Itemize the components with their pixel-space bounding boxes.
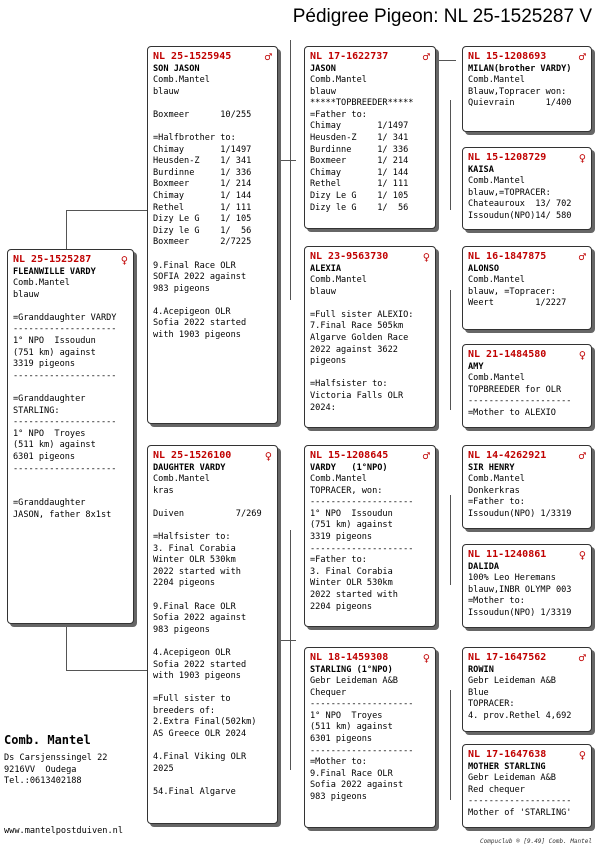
great-grandparent-card[interactable] bbox=[462, 147, 592, 230]
great-grandparent-card[interactable] bbox=[462, 445, 592, 529]
pigeon-name: SIR HENRY bbox=[468, 463, 515, 473]
connector bbox=[290, 530, 291, 770]
sire-dam-card[interactable] bbox=[304, 246, 436, 428]
pigeon-details: Gebr Leideman A&B Chequer -------------------- 1° NPO Troyes (511 km) against 6301 pigeons -------------------- =Mother to: 9.Final Race OLR Sofia 2022 against 983 pigeons bbox=[310, 676, 414, 802]
male-icon: ♂ bbox=[578, 650, 586, 665]
pigeon-details: Comb.Mantel TOPBREEDER for OLR -------------------- =Mother to ALEXIO bbox=[468, 373, 572, 418]
pigeon-name: JASON bbox=[310, 64, 336, 74]
male-icon: ♂ bbox=[422, 49, 430, 64]
ring-number: NL 16-1847875 bbox=[468, 251, 547, 262]
pigeon-name: ROWIN bbox=[468, 665, 494, 675]
male-icon: ♂ bbox=[578, 448, 586, 463]
pigeon-name: DALIDA bbox=[468, 562, 500, 572]
ring-number: NL 17-1647562 bbox=[468, 652, 547, 663]
pigeon-name: FLEANWILLE VARDY bbox=[13, 267, 96, 277]
connector bbox=[290, 40, 291, 300]
ring-number: NL 14-4262921 bbox=[468, 450, 547, 461]
pigeon-details: Comb.Mantel blauw *****TOPBREEDER***** =Father to: Chimay 1/1497 Heusden-Z 1/ 341 Burdinne 1/ 336 Boxmeer 1/ 214 Chimay 1/ 144 Rethel 1/ 111 Dizy Le G 1/ 105 Dizy le G 1/ 56 bbox=[310, 75, 414, 213]
ring-number: NL 15-1208693 bbox=[468, 51, 547, 62]
pigeon-details: Comb.Mantel Blauw,Topracer won: Quievrain 1/400 bbox=[468, 75, 572, 109]
female-icon: ♀ bbox=[264, 448, 272, 463]
male-icon: ♂ bbox=[422, 448, 430, 463]
female-icon: ♀ bbox=[578, 547, 586, 562]
ring-number: NL 25-1526100 bbox=[153, 450, 232, 461]
ring-number: NL 25-1525945 bbox=[153, 51, 232, 62]
ring-number: NL 18-1459308 bbox=[310, 652, 389, 663]
male-icon: ♂ bbox=[578, 249, 586, 264]
website-link[interactable]: www.mantelpostduiven.nl bbox=[4, 826, 123, 836]
male-icon: ♂ bbox=[264, 49, 272, 64]
pigeon-details: Comb.Mantel TOPRACER, won: -------------------- 1° NPO Issoudun (751 km) against 3319 pigeons -------------------- =Father to: 3. Final Corabia Winter OLR 530km 2022 started with 2204 pigeons bbox=[310, 474, 414, 612]
dam-dam-card[interactable] bbox=[304, 647, 436, 828]
ring-number: NL 15-1208645 bbox=[310, 450, 389, 461]
pigeon-name: STARLING (1°NPO) bbox=[310, 665, 393, 675]
connector bbox=[66, 624, 67, 670]
pigeon-name: SON JASON bbox=[153, 64, 200, 74]
male-icon: ♂ bbox=[578, 49, 586, 64]
female-icon: ♀ bbox=[578, 347, 586, 362]
great-grandparent-card[interactable] bbox=[462, 344, 592, 428]
owner-name: Comb. Mantel bbox=[4, 733, 91, 747]
dam-sire-card[interactable] bbox=[304, 445, 436, 627]
female-icon: ♀ bbox=[422, 249, 430, 264]
owner-phone: Tel.:0613402188 bbox=[4, 776, 82, 787]
pigeon-name: AMY bbox=[468, 362, 484, 372]
ring-number: NL 15-1208729 bbox=[468, 152, 547, 163]
connector bbox=[450, 290, 451, 410]
great-grandparent-card[interactable] bbox=[462, 744, 592, 828]
pigeon-details: Comb.Mantel blauw =Granddaughter VARDY -------------------- 1° NPO Issoudun (751 km) against 3319 pigeons -------------------- =Granddaughter STARLING: -------------------- 1° NPO Troyes (511 km) against 6301 pigeons -------------------- =Granddaughter JASON, father 8x1st bbox=[13, 278, 117, 520]
ring-number: NL 11-1240861 bbox=[468, 549, 547, 560]
connector bbox=[278, 640, 296, 641]
ring-number: NL 17-1622737 bbox=[310, 51, 389, 62]
pigeon-details: Gebr Leideman A&B Red chequer -------------------- Mother of 'STARLING' bbox=[468, 773, 572, 818]
connector bbox=[436, 60, 456, 61]
great-grandparent-card[interactable] bbox=[462, 246, 592, 330]
pigeon-details: Comb.Mantel kras Duiven 7/269 =Halfsister to: 3. Final Corabia Winter OLR 530km 2022 started with 2204 pigeons 9.Final Race OLR Sofia 2022 against 983 pigeons 4.Acepigeon OLR Sofia 2022 started with 1903 pigeons =Full sister to breeders of: 2.Extra Final(502km) AS Greece OLR 2024 4.Final Viking OLR 2025 54.Final Algarve bbox=[153, 474, 262, 798]
ring-number: NL 21-1484580 bbox=[468, 349, 547, 360]
ring-number: NL 25-1525287 bbox=[13, 254, 92, 265]
great-grandparent-card[interactable] bbox=[462, 46, 592, 132]
pigeon-name: MOTHER STARLING bbox=[468, 762, 546, 772]
software-footer: Compuclub ® [9.49] Comb. Mantel bbox=[480, 838, 592, 845]
sire-sire-card[interactable] bbox=[304, 46, 436, 229]
connector bbox=[450, 100, 451, 210]
pigeon-details: Comb.Mantel blauw Boxmeer 10/255 =Halfbrother to: Chimay 1/1497 Heusden-Z 1/ 341 Burdinne 1/ 336 Boxmeer 1/ 214 Chimay 1/ 144 Rethel 1/ 111 Dizy Le G 1/ 105 Dizy le G 1/ 56 Boxmeer 2/7225 9.Final Race OLR SOFIA 2022 against 983 pigeons 4.Acepigeon OLR Sofia 2022 started with 1903 pigeons bbox=[153, 75, 252, 341]
female-icon: ♀ bbox=[578, 150, 586, 165]
pigeon-name: KAISA bbox=[468, 165, 494, 175]
pigeon-details: Comb.Mantel blauw =Full sister ALEXIO: 7.Final Race 505km Algarve Golden Race 2022 against 3622 pigeons =Halfsister to: Victoria Falls OLR 2024: bbox=[310, 275, 414, 413]
pigeon-details: Comb.Mantel Donkerkras =Father to: Issoudun(NPO) 1/3319 bbox=[468, 474, 572, 519]
female-icon: ♀ bbox=[578, 747, 586, 762]
pigeon-details: 100% Leo Heremans blauw,INBR OLYMP 003 =Mother to: Issoudun(NPO) 1/3319 bbox=[468, 573, 572, 618]
connector bbox=[66, 670, 150, 671]
connector bbox=[450, 495, 451, 585]
pigeon-details: Comb.Mantel blauw,=TOPRACER: Chateauroux 13/ 702 Issoudun(NPO)14/ 580 bbox=[468, 176, 572, 221]
pigeon-name: ALONSO bbox=[468, 264, 500, 274]
sire-card[interactable] bbox=[147, 46, 278, 424]
great-grandparent-card[interactable] bbox=[462, 647, 592, 732]
ring-number: NL 23-9563730 bbox=[310, 251, 389, 262]
ring-number: NL 17-1647638 bbox=[468, 749, 547, 760]
pigeon-name: MILAN(brother VARDY) bbox=[468, 64, 572, 74]
connector bbox=[450, 690, 451, 800]
owner-address: Ds Carsjenssingel 22 bbox=[4, 753, 108, 763]
owner-city: 9216VV Oudega bbox=[4, 764, 77, 775]
female-icon: ♀ bbox=[120, 252, 128, 267]
dam-card[interactable] bbox=[147, 445, 278, 824]
pigeon-name: DAUGHTER VARDY bbox=[153, 463, 226, 473]
owner-info bbox=[4, 733, 107, 788]
pigeon-details: Comb.Mantel blauw, =Topracer: Weert 1/2227 bbox=[468, 275, 567, 309]
pigeon-details: Gebr Leideman A&B Blue TOPRACER: 4. prov.Rethel 4,692 bbox=[468, 676, 572, 721]
page-title: Pédigree Pigeon: NL 25-1525287 V bbox=[292, 6, 592, 27]
pigeon-name: ALEXIA bbox=[310, 264, 342, 274]
subject-pigeon-card[interactable] bbox=[7, 249, 134, 624]
connector bbox=[278, 160, 296, 161]
great-grandparent-card[interactable] bbox=[462, 544, 592, 628]
female-icon: ♀ bbox=[422, 650, 430, 665]
connector bbox=[66, 210, 150, 211]
pigeon-name: VARDY (1°NPO) bbox=[310, 463, 388, 473]
